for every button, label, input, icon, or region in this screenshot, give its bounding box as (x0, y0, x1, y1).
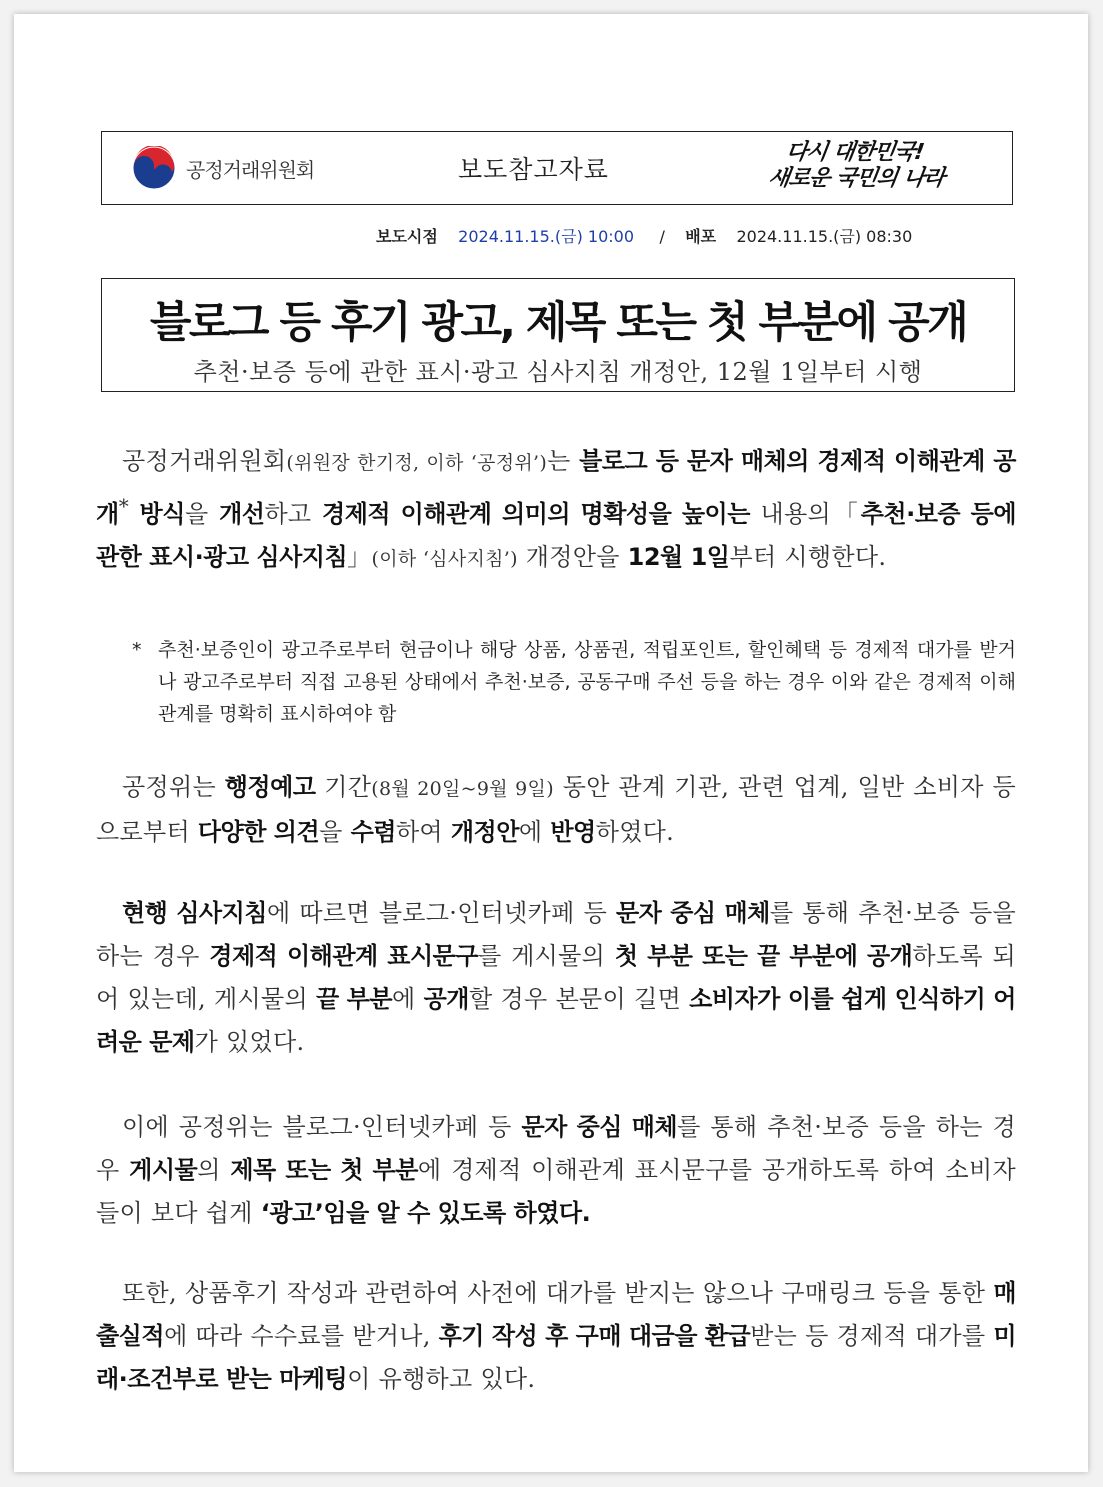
emphasis: 행정예고 (224, 773, 316, 801)
subheadline: 추천·보증 등에 관한 표시·광고 심사지침 개정안, 12월 1일부터 시행 (193, 358, 923, 386)
text-span: 에 따르면 블로그·인터넷카페 등 (266, 899, 616, 927)
organization-name: 공정거래위원회 (186, 158, 315, 182)
text-span: 받는 등 경제적 대가를 (750, 1322, 994, 1350)
emphasis: 후기 작성 후 구매 대금을 환급 (438, 1322, 751, 1350)
title-box (101, 278, 1015, 392)
emphasis: 반영 (550, 818, 596, 846)
emphasis: 경제적 이해관계 표시문구 (209, 942, 479, 970)
emphasis: 소비자가 이를 쉽게 인식하기 어려운 문제 (96, 985, 1016, 1056)
paragraph-1 (96, 440, 1016, 581)
release-info (376, 224, 912, 247)
footnote-mark: * (118, 494, 129, 518)
emphasis: 미래·조건부로 받는 마케팅 (96, 1322, 1016, 1393)
text-span: 을 (319, 818, 351, 846)
text-span: 를 게시물의 (478, 942, 615, 970)
text-span: 기간 (315, 773, 372, 801)
emphasis: 다양한 의견 (197, 818, 320, 846)
slogan (766, 140, 984, 196)
paragraph-5 (96, 1272, 1016, 1401)
emphasis: 수렴 (350, 818, 396, 846)
document-page (14, 14, 1088, 1472)
text-span: 가 있었다. (194, 1028, 305, 1056)
text-span: 하도록 되어 있는데, 게시물의 (96, 942, 1016, 1013)
paragraph-4 (96, 1106, 1016, 1235)
text-span: 에 (518, 818, 551, 846)
footnote-text: 추천·보증인이 광고주로부터 현금이나 해당 상품, 상품권, 적립포인트, 할인혜택 등 경제적 대가를 받거나 광고주로부터 직접 고용된 상태에서 추천·보증, 공동구매 주선 등을 하는 경우 이와 같은 경제적 이해관계를 명확히 표시하여야 함 (158, 639, 1016, 725)
text-span: 이에 공정위는 블로그·인터넷카페 등 (122, 1113, 522, 1141)
report-time: 2024.11.15.(금) 10:00 (458, 227, 635, 246)
separator: / (659, 227, 665, 246)
footnote-star: * (132, 639, 142, 661)
emphasis: 끝 부분 (316, 985, 393, 1013)
text-span: 개정안을 (517, 543, 628, 571)
text-span: 하고 (264, 500, 323, 528)
emphasis: 게시물 (129, 1156, 198, 1184)
footnote (134, 634, 1016, 730)
text-span: 」 (347, 543, 372, 571)
emphasis: 현행 심사지침 (122, 899, 267, 927)
text-span: 에 따라 수수료를 받거나, (164, 1322, 439, 1350)
distribution-time: 2024.11.15.(금) 08:30 (736, 227, 913, 246)
emphasis: 추천·보증 등에 관한 표시·광고 심사지침 (96, 500, 1016, 571)
emphasis: 개선 (219, 500, 265, 528)
text-span: 에 경제적 이해관계 표시문구를 공개하도록 하여 소비자들이 보다 쉽게 (96, 1156, 1016, 1227)
slogan-line-2: 새로운 국민의 나라 (766, 166, 946, 191)
emphasis: 매출실적 (96, 1279, 1016, 1350)
emphasis: 경제적 이해관계 의미의 명확성을 높이는 (322, 500, 750, 528)
text-span: 동안 관계 기관, 관련 업계, 일반 소비자 등으로부터 (96, 773, 1016, 846)
text-span: 할 경우 본문이 길면 (468, 985, 690, 1013)
paragraph-3 (96, 892, 1016, 1064)
paragraph-2 (96, 766, 1016, 854)
distribution-label: 배포 (685, 227, 717, 246)
text-span: (위원장 한기정, 이하 ‘공정위’) (286, 452, 548, 474)
text-span: 의 (197, 1156, 231, 1184)
text-span: (8월 20일~9월 9일) (371, 778, 554, 800)
text-span: 부터 시행한다. (729, 543, 887, 571)
text-span: 하여 (395, 818, 451, 846)
emphasis: 공개 (423, 985, 469, 1013)
emphasis: 12월 1일 (627, 543, 730, 571)
emphasis: 개정안 (450, 818, 519, 846)
emphasis: 제목 또는 첫 부분 (230, 1156, 418, 1184)
text-span: 공정위는 (122, 773, 225, 801)
document-type: 보도참고자료 (458, 155, 609, 184)
text-span: 에 (392, 985, 424, 1013)
headline: 블로그 등 후기 광고, 제목 또는 첫 부분에 공개 (149, 298, 967, 348)
report-label: 보도시점 (376, 227, 438, 246)
emphasis: 첫 부분 또는 끝 부분에 공개 (614, 942, 913, 970)
text-span: (이하 ‘심사지침’) (371, 548, 518, 570)
emphasis: 방식 (129, 500, 185, 528)
text-span: 하였다. (595, 818, 675, 846)
press-header (101, 131, 1013, 205)
emphasis: 임을 알 수 있도록 하였다. (323, 1199, 591, 1227)
emphasis: 블로그 등 문자 매체의 경제적 이해관계 공개 (96, 447, 1016, 528)
slogan-line-1: 다시 대한민국! (784, 140, 926, 165)
emphasis: 문자 중심 매체 (616, 899, 770, 927)
text-span: 를 통해 추천·보증 등을 하는 경우 (96, 1113, 1016, 1184)
emphasis: ‘광고’ (260, 1199, 324, 1227)
text-span: 를 통해 추천·보증 등을 하는 경우 (96, 899, 1016, 970)
text-span: 을 (184, 500, 220, 528)
text-span: 내용의「 (749, 500, 861, 528)
text-span: 또한, 상품후기 작성과 관련하여 사전에 대가를 받지는 않으나 구매링크 등을 통한 (122, 1279, 994, 1307)
text-span: 는 (547, 447, 580, 475)
text-span: 공정거래위원회 (122, 447, 287, 475)
government-logo-icon (132, 146, 176, 190)
text-span: 이 유행하고 있다. (347, 1365, 536, 1393)
emphasis: 문자 중심 매체 (521, 1113, 678, 1141)
